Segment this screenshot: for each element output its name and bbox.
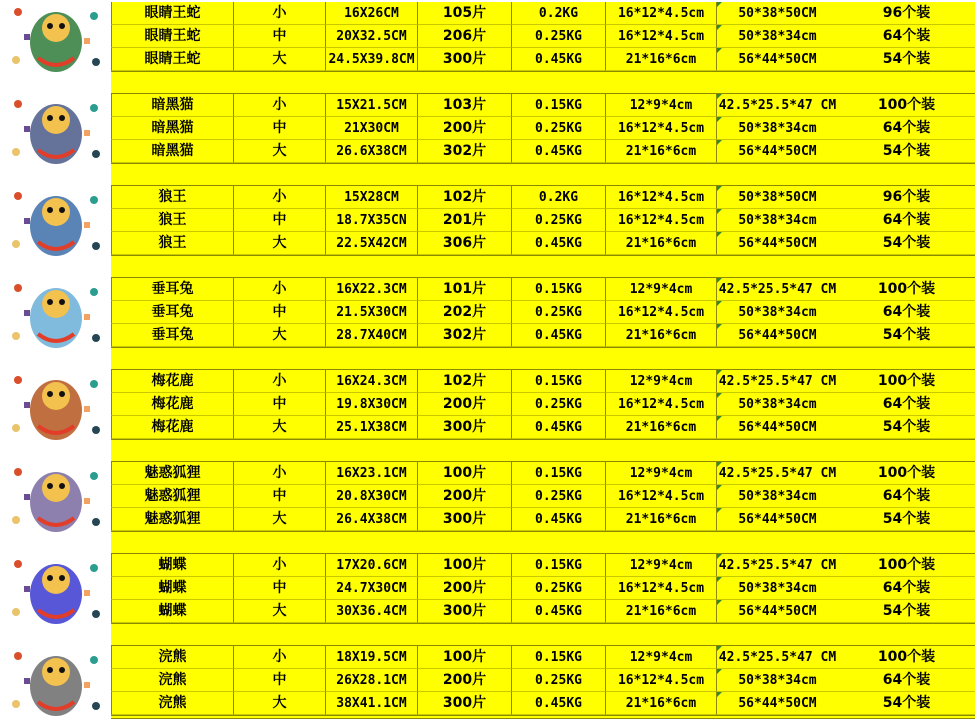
cell-box-size[interactable]: 16*12*4.5cm xyxy=(605,186,716,209)
cell-name[interactable]: 暗黑猫 xyxy=(111,117,233,140)
cell-piece-count[interactable]: 102片 xyxy=(417,186,511,209)
cell-piece-count[interactable]: 302片 xyxy=(417,140,511,163)
cell-carton-qty[interactable]: 64个装 xyxy=(838,485,975,508)
cell-name[interactable]: 梅花鹿 xyxy=(111,393,233,416)
cell-size-class[interactable]: 中 xyxy=(233,117,325,140)
cell-piece-count[interactable]: 200片 xyxy=(417,117,511,140)
cell-box-size[interactable]: 16*12*4.5cm xyxy=(605,2,716,25)
cell-note-marker-icon xyxy=(717,94,722,99)
cell-note-marker-icon xyxy=(717,577,722,582)
cell-name[interactable]: 魅惑狐狸 xyxy=(111,462,233,485)
cell-dimensions[interactable]: 22.5X42CM xyxy=(325,232,417,255)
cell-carton-qty[interactable]: 54个装 xyxy=(838,48,975,71)
cell-weight[interactable]: 0.15KG xyxy=(511,554,605,577)
cell-carton-qty[interactable]: 64个装 xyxy=(838,393,975,416)
cell-name[interactable]: 浣熊 xyxy=(111,692,233,715)
cell-carton-qty[interactable]: 100个装 xyxy=(838,370,975,393)
fox-puzzle-thumbnail xyxy=(4,458,108,538)
cell-size-class[interactable]: 中 xyxy=(233,393,325,416)
cell-box-size[interactable]: 21*16*6cm xyxy=(605,140,716,163)
cell-piece-count[interactable]: 300片 xyxy=(417,600,511,623)
cell-carton-size[interactable]: 56*44*50CM xyxy=(716,692,838,715)
cell-box-size[interactable]: 21*16*6cm xyxy=(605,324,716,347)
cell-box-size[interactable]: 21*16*6cm xyxy=(605,48,716,71)
cell-carton-size[interactable]: 50*38*34cm xyxy=(716,209,838,232)
cell-piece-count[interactable]: 100片 xyxy=(417,646,511,669)
cell-carton-size[interactable]: 50*38*34cm xyxy=(716,25,838,48)
cell-note-marker-icon xyxy=(717,232,722,237)
cell-dimensions[interactable]: 24.5X39.8CM xyxy=(325,48,417,71)
cobra-puzzle-thumbnail xyxy=(4,0,108,78)
sika-deer-puzzle-thumbnail xyxy=(4,366,108,446)
cell-carton-qty[interactable]: 54个装 xyxy=(838,692,975,715)
cell-dimensions[interactable]: 21X30CM xyxy=(325,117,417,140)
cell-carton-qty[interactable]: 96个装 xyxy=(838,2,975,25)
cell-size-class[interactable]: 小 xyxy=(233,554,325,577)
cell-dimensions[interactable]: 24.7X30CM xyxy=(325,577,417,600)
cell-carton-qty[interactable]: 64个装 xyxy=(838,25,975,48)
cell-size-class[interactable]: 大 xyxy=(233,48,325,71)
cell-weight[interactable]: 0.25KG xyxy=(511,209,605,232)
cell-size-class[interactable]: 大 xyxy=(233,600,325,623)
cell-piece-count[interactable]: 300片 xyxy=(417,508,511,531)
cell-piece-count[interactable]: 200片 xyxy=(417,485,511,508)
cell-piece-count[interactable]: 101片 xyxy=(417,278,511,301)
cell-piece-count[interactable]: 100片 xyxy=(417,554,511,577)
cell-name[interactable]: 魅惑狐狸 xyxy=(111,485,233,508)
cell-name[interactable]: 暗黑猫 xyxy=(111,140,233,163)
spacer-row xyxy=(111,347,975,370)
cell-box-size[interactable]: 21*16*6cm xyxy=(605,508,716,531)
cell-dimensions[interactable]: 17X20.6CM xyxy=(325,554,417,577)
cell-note-marker-icon xyxy=(717,301,722,306)
table-row xyxy=(111,669,975,692)
table-row xyxy=(111,209,975,232)
cell-piece-count[interactable]: 102片 xyxy=(417,370,511,393)
table-row xyxy=(111,48,975,71)
table-row xyxy=(111,324,975,347)
cell-carton-size[interactable]: 50*38*34cm xyxy=(716,577,838,600)
cell-note-marker-icon xyxy=(717,416,722,421)
cell-weight[interactable]: 0.45KG xyxy=(511,232,605,255)
table-row xyxy=(111,692,975,715)
cell-weight[interactable]: 0.45KG xyxy=(511,48,605,71)
cell-name[interactable]: 狼王 xyxy=(111,186,233,209)
cell-note-marker-icon xyxy=(717,140,722,145)
spacer-row xyxy=(111,439,975,462)
cell-dimensions[interactable]: 26.4X38CM xyxy=(325,508,417,531)
cell-weight[interactable]: 0.45KG xyxy=(511,508,605,531)
table-row xyxy=(111,554,975,577)
cell-box-size[interactable]: 21*16*6cm xyxy=(605,232,716,255)
cell-carton-size[interactable]: 42.5*25.5*47 CM xyxy=(716,370,838,393)
cell-carton-size[interactable]: 56*44*50CM xyxy=(716,324,838,347)
cell-carton-qty[interactable]: 54个装 xyxy=(838,508,975,531)
cell-note-marker-icon xyxy=(717,462,722,467)
cell-weight[interactable]: 0.25KG xyxy=(511,393,605,416)
spacer-row xyxy=(111,71,975,94)
cell-note-marker-icon xyxy=(717,48,722,53)
cell-note-marker-icon xyxy=(717,209,722,214)
cell-carton-qty[interactable]: 100个装 xyxy=(838,646,975,669)
cell-dimensions[interactable]: 16X23.1CM xyxy=(325,462,417,485)
cell-name[interactable]: 蝴蝶 xyxy=(111,554,233,577)
cell-carton-size[interactable]: 50*38*50CM xyxy=(716,2,838,25)
cell-name[interactable]: 蝴蝶 xyxy=(111,600,233,623)
cell-weight[interactable]: 0.45KG xyxy=(511,416,605,439)
cell-piece-count[interactable]: 300片 xyxy=(417,692,511,715)
cell-size-class[interactable]: 大 xyxy=(233,692,325,715)
cell-name[interactable]: 垂耳兔 xyxy=(111,278,233,301)
cell-carton-size[interactable]: 50*38*34cm xyxy=(716,485,838,508)
cell-size-class[interactable]: 小 xyxy=(233,646,325,669)
cell-carton-qty[interactable]: 64个装 xyxy=(838,669,975,692)
cell-dimensions[interactable]: 16X24.3CM xyxy=(325,370,417,393)
cell-name[interactable]: 狼王 xyxy=(111,209,233,232)
cell-carton-size[interactable]: 42.5*25.5*47 CM xyxy=(716,554,838,577)
cell-dimensions[interactable]: 16X26CM xyxy=(325,2,417,25)
cell-carton-size[interactable]: 50*38*34cm xyxy=(716,393,838,416)
cell-box-size[interactable]: 12*9*4cm xyxy=(605,554,716,577)
cell-dimensions[interactable]: 18.7X35CN xyxy=(325,209,417,232)
cell-size-class[interactable]: 大 xyxy=(233,416,325,439)
cell-piece-count[interactable]: 100片 xyxy=(417,462,511,485)
cell-name[interactable]: 梅花鹿 xyxy=(111,370,233,393)
cell-box-size[interactable]: 21*16*6cm xyxy=(605,600,716,623)
cell-weight[interactable]: 0.25KG xyxy=(511,301,605,324)
cell-carton-qty[interactable]: 54个装 xyxy=(838,600,975,623)
spacer-row xyxy=(111,531,975,554)
cell-note-marker-icon xyxy=(717,692,722,697)
cell-carton-size[interactable]: 50*38*50CM xyxy=(716,186,838,209)
cell-size-class[interactable]: 大 xyxy=(233,508,325,531)
cell-name[interactable]: 垂耳兔 xyxy=(111,324,233,347)
cell-size-class[interactable]: 中 xyxy=(233,209,325,232)
cell-weight[interactable]: 0.2KG xyxy=(511,2,605,25)
cell-carton-qty[interactable]: 64个装 xyxy=(838,117,975,140)
cell-note-marker-icon xyxy=(717,393,722,398)
cell-note-marker-icon xyxy=(717,370,722,375)
butterfly-puzzle-thumbnail xyxy=(4,550,108,630)
cell-size-class[interactable]: 小 xyxy=(233,186,325,209)
cell-carton-size[interactable]: 56*44*50CM xyxy=(716,48,838,71)
cell-dimensions[interactable]: 26.6X38CM xyxy=(325,140,417,163)
cell-box-size[interactable]: 16*12*4.5cm xyxy=(605,393,716,416)
cell-dimensions[interactable]: 21.5X30CM xyxy=(325,301,417,324)
cell-weight[interactable]: 0.25KG xyxy=(511,577,605,600)
table-row xyxy=(111,301,975,324)
cell-name[interactable]: 浣熊 xyxy=(111,646,233,669)
cell-piece-count[interactable]: 200片 xyxy=(417,669,511,692)
cell-weight[interactable]: 0.15KG xyxy=(511,646,605,669)
cell-carton-qty[interactable]: 54个装 xyxy=(838,416,975,439)
cell-box-size[interactable]: 16*12*4.5cm xyxy=(605,25,716,48)
cell-note-marker-icon xyxy=(717,2,722,7)
cell-dimensions[interactable]: 15X28CM xyxy=(325,186,417,209)
cell-size-class[interactable]: 中 xyxy=(233,25,325,48)
cell-size-class[interactable]: 中 xyxy=(233,669,325,692)
raccoon-puzzle-thumbnail xyxy=(4,642,108,722)
cell-weight[interactable]: 0.45KG xyxy=(511,692,605,715)
table-row xyxy=(111,416,975,439)
spacer-row xyxy=(111,255,975,278)
cell-box-size[interactable]: 12*9*4cm xyxy=(605,94,716,117)
cell-size-class[interactable]: 大 xyxy=(233,324,325,347)
cell-carton-qty[interactable]: 64个装 xyxy=(838,209,975,232)
cell-size-class[interactable]: 小 xyxy=(233,370,325,393)
table-row xyxy=(111,278,975,301)
cell-dimensions[interactable]: 19.8X30CM xyxy=(325,393,417,416)
cell-box-size[interactable]: 16*12*4.5cm xyxy=(605,209,716,232)
table-row xyxy=(111,94,975,117)
cell-box-size[interactable]: 16*12*4.5cm xyxy=(605,301,716,324)
cell-note-marker-icon xyxy=(717,600,722,605)
table-row xyxy=(111,186,975,209)
cell-weight[interactable]: 0.25KG xyxy=(511,25,605,48)
cell-size-class[interactable]: 小 xyxy=(233,278,325,301)
cell-dimensions[interactable]: 16X22.3CM xyxy=(325,278,417,301)
cell-carton-qty[interactable]: 54个装 xyxy=(838,232,975,255)
cell-carton-qty[interactable]: 100个装 xyxy=(838,278,975,301)
cell-size-class[interactable]: 中 xyxy=(233,485,325,508)
cell-note-marker-icon xyxy=(717,485,722,490)
cell-piece-count[interactable]: 105片 xyxy=(417,2,511,25)
cell-dimensions[interactable]: 18X19.5CM xyxy=(325,646,417,669)
cell-name[interactable]: 眼睛王蛇 xyxy=(111,48,233,71)
cell-piece-count[interactable]: 200片 xyxy=(417,577,511,600)
cell-box-size[interactable]: 12*9*4cm xyxy=(605,462,716,485)
cell-name[interactable]: 眼睛王蛇 xyxy=(111,25,233,48)
dark-cat-puzzle-thumbnail xyxy=(4,90,108,170)
cell-size-class[interactable]: 小 xyxy=(233,462,325,485)
table-row xyxy=(111,25,975,48)
cell-note-marker-icon xyxy=(717,186,722,191)
table-row xyxy=(111,462,975,485)
cell-box-size[interactable]: 12*9*4cm xyxy=(605,370,716,393)
cell-piece-count[interactable]: 206片 xyxy=(417,25,511,48)
cell-dimensions[interactable]: 30X36.4CM xyxy=(325,600,417,623)
table-row xyxy=(111,140,975,163)
cell-weight[interactable]: 0.15KG xyxy=(511,462,605,485)
cell-note-marker-icon xyxy=(717,324,722,329)
cell-carton-size[interactable]: 56*44*50CM xyxy=(716,508,838,531)
cell-note-marker-icon xyxy=(717,508,722,513)
cell-piece-count[interactable]: 202片 xyxy=(417,301,511,324)
cell-name[interactable]: 眼睛王蛇 xyxy=(111,2,233,25)
cell-carton-qty[interactable]: 64个装 xyxy=(838,301,975,324)
product-image-column xyxy=(0,0,111,719)
cell-piece-count[interactable]: 201片 xyxy=(417,209,511,232)
table-row xyxy=(111,370,975,393)
cell-dimensions[interactable]: 25.1X38CM xyxy=(325,416,417,439)
cell-piece-count[interactable]: 103片 xyxy=(417,94,511,117)
cell-carton-qty[interactable]: 54个装 xyxy=(838,324,975,347)
cell-name[interactable]: 浣熊 xyxy=(111,669,233,692)
cell-size-class[interactable]: 中 xyxy=(233,577,325,600)
cell-carton-qty[interactable]: 54个装 xyxy=(838,140,975,163)
cell-box-size[interactable]: 16*12*4.5cm xyxy=(605,669,716,692)
cell-size-class[interactable]: 大 xyxy=(233,140,325,163)
cell-weight[interactable]: 0.25KG xyxy=(511,669,605,692)
cell-box-size[interactable]: 16*12*4.5cm xyxy=(605,117,716,140)
cell-box-size[interactable]: 21*16*6cm xyxy=(605,416,716,439)
cell-weight[interactable]: 0.25KG xyxy=(511,117,605,140)
cell-piece-count[interactable]: 302片 xyxy=(417,324,511,347)
cell-name[interactable]: 暗黑猫 xyxy=(111,94,233,117)
spacer-row xyxy=(111,715,975,719)
cell-note-marker-icon xyxy=(717,25,722,30)
table-row xyxy=(111,393,975,416)
cell-name[interactable]: 蝴蝶 xyxy=(111,577,233,600)
cell-name[interactable]: 魅惑狐狸 xyxy=(111,508,233,531)
cell-carton-size[interactable]: 42.5*25.5*47 CM xyxy=(716,278,838,301)
cell-note-marker-icon xyxy=(717,646,722,651)
cell-note-marker-icon xyxy=(717,117,722,122)
cell-carton-size[interactable]: 50*38*34cm xyxy=(716,669,838,692)
cell-name[interactable]: 狼王 xyxy=(111,232,233,255)
cell-carton-size[interactable]: 50*38*34cm xyxy=(716,301,838,324)
cell-size-class[interactable]: 小 xyxy=(233,94,325,117)
cell-name[interactable]: 垂耳兔 xyxy=(111,301,233,324)
cell-weight[interactable]: 0.45KG xyxy=(511,600,605,623)
cell-dimensions[interactable]: 20.8X30CM xyxy=(325,485,417,508)
cell-carton-size[interactable]: 56*44*50CM xyxy=(716,416,838,439)
cell-note-marker-icon xyxy=(717,554,722,559)
cell-weight[interactable]: 0.15KG xyxy=(511,370,605,393)
cell-box-size[interactable]: 16*12*4.5cm xyxy=(605,577,716,600)
cell-dimensions[interactable]: 38X41.1CM xyxy=(325,692,417,715)
cell-carton-size[interactable]: 56*44*50CM xyxy=(716,600,838,623)
table-row xyxy=(111,577,975,600)
cell-weight[interactable]: 0.25KG xyxy=(511,485,605,508)
cell-carton-size[interactable]: 42.5*25.5*47 CM xyxy=(716,94,838,117)
cell-dimensions[interactable]: 28.7X40CM xyxy=(325,324,417,347)
cell-carton-size[interactable]: 56*44*50CM xyxy=(716,140,838,163)
cell-weight[interactable]: 0.45KG xyxy=(511,324,605,347)
cell-carton-qty[interactable]: 64个装 xyxy=(838,577,975,600)
cell-carton-qty[interactable]: 96个装 xyxy=(838,186,975,209)
cell-size-class[interactable]: 大 xyxy=(233,232,325,255)
cell-size-class[interactable]: 中 xyxy=(233,301,325,324)
table-row xyxy=(111,508,975,531)
cell-weight[interactable]: 0.45KG xyxy=(511,140,605,163)
cell-carton-size[interactable]: 56*44*50CM xyxy=(716,232,838,255)
table-row xyxy=(111,600,975,623)
cell-piece-count[interactable]: 300片 xyxy=(417,48,511,71)
cell-piece-count[interactable]: 300片 xyxy=(417,416,511,439)
cell-carton-size[interactable]: 42.5*25.5*47 CM xyxy=(716,646,838,669)
cell-weight[interactable]: 0.15KG xyxy=(511,278,605,301)
cell-carton-size[interactable]: 50*38*34cm xyxy=(716,117,838,140)
cell-dimensions[interactable]: 26X28.1CM xyxy=(325,669,417,692)
cell-dimensions[interactable]: 15X21.5CM xyxy=(325,94,417,117)
table-row xyxy=(111,117,975,140)
table-row xyxy=(111,485,975,508)
cell-carton-qty[interactable]: 100个装 xyxy=(838,554,975,577)
spacer-row xyxy=(111,163,975,186)
cell-box-size[interactable]: 12*9*4cm xyxy=(605,646,716,669)
table-row xyxy=(111,232,975,255)
table-row xyxy=(111,2,975,25)
wolf-king-puzzle-thumbnail xyxy=(4,182,108,262)
table-row xyxy=(111,646,975,669)
cell-carton-size[interactable]: 42.5*25.5*47 CM xyxy=(716,462,838,485)
cell-box-size[interactable]: 12*9*4cm xyxy=(605,278,716,301)
cell-carton-qty[interactable]: 100个装 xyxy=(838,94,975,117)
cell-name[interactable]: 梅花鹿 xyxy=(111,416,233,439)
cell-carton-qty[interactable]: 100个装 xyxy=(838,462,975,485)
spacer-row xyxy=(111,623,975,646)
cell-weight[interactable]: 0.2KG xyxy=(511,186,605,209)
cell-box-size[interactable]: 16*12*4.5cm xyxy=(605,485,716,508)
cell-weight[interactable]: 0.15KG xyxy=(511,94,605,117)
cell-note-marker-icon xyxy=(717,669,722,674)
lop-rabbit-puzzle-thumbnail xyxy=(4,274,108,354)
cell-dimensions[interactable]: 20X32.5CM xyxy=(325,25,417,48)
cell-box-size[interactable]: 21*16*6cm xyxy=(605,692,716,715)
cell-size-class[interactable]: 小 xyxy=(233,2,325,25)
cell-note-marker-icon xyxy=(717,278,722,283)
cell-piece-count[interactable]: 200片 xyxy=(417,393,511,416)
cell-piece-count[interactable]: 306片 xyxy=(417,232,511,255)
